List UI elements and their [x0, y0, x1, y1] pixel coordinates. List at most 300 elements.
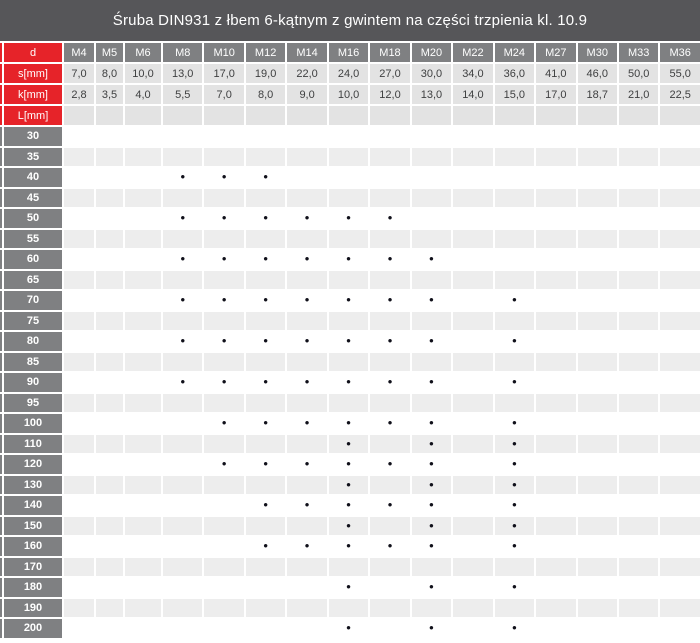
availability-dot: • — [221, 292, 227, 308]
length-row-60 — [0, 250, 700, 269]
availability-cell-95-M12 — [246, 394, 285, 413]
availability-dot: • — [304, 456, 310, 472]
availability-cell-170-M10 — [204, 558, 243, 577]
availability-cell-100-M30 — [578, 414, 617, 433]
length-label-55: 55 — [4, 230, 62, 249]
col-header-M33: M33 — [619, 43, 658, 62]
availability-cell-200-M33 — [619, 619, 658, 638]
availability-cell-120-M14 — [287, 455, 326, 474]
availability-cell-130-M12 — [246, 476, 285, 495]
l-empty-M27 — [536, 106, 575, 125]
availability-cell-45-M4 — [64, 189, 94, 208]
availability-cell-85-M30 — [578, 353, 617, 372]
availability-cell-40-M36 — [660, 168, 700, 187]
availability-cell-85-M14 — [287, 353, 326, 372]
availability-cell-160-M14 — [287, 537, 326, 556]
availability-cell-55-M5 — [96, 230, 123, 249]
availability-cell-30-M12 — [246, 127, 285, 146]
availability-dot: • — [512, 476, 517, 492]
availability-dot: • — [346, 456, 351, 472]
k-value-M14: 9,0 — [287, 85, 326, 104]
availability-cell-200-M4 — [64, 619, 94, 638]
availability-cell-160-M24 — [495, 537, 534, 556]
availability-cell-120-M22 — [453, 455, 492, 474]
availability-cell-180-M5 — [96, 578, 123, 597]
availability-dot: • — [512, 517, 517, 533]
availability-cell-90-M24 — [495, 373, 534, 392]
availability-cell-40-M22 — [453, 168, 492, 187]
availability-cell-100-M22 — [453, 414, 492, 433]
availability-dot: • — [263, 169, 268, 185]
availability-cell-110-M12 — [246, 435, 285, 454]
availability-cell-100-M12 — [246, 414, 285, 433]
col-header-M27: M27 — [536, 43, 575, 62]
availability-cell-160-M30 — [578, 537, 617, 556]
availability-cell-140-M18 — [370, 496, 409, 515]
availability-cell-190-M33 — [619, 599, 658, 618]
availability-cell-85-M8 — [163, 353, 202, 372]
availability-cell-30-M6 — [125, 127, 161, 146]
availability-cell-50-M18 — [370, 209, 409, 228]
availability-cell-65-M10 — [204, 271, 243, 290]
edge-strip — [0, 517, 2, 536]
availability-cell-95-M10 — [204, 394, 243, 413]
availability-cell-170-M4 — [64, 558, 94, 577]
availability-cell-200-M8 — [163, 619, 202, 638]
availability-cell-95-M5 — [96, 394, 123, 413]
k-value-M16: 10,0 — [329, 85, 368, 104]
availability-cell-75-M22 — [453, 312, 492, 331]
availability-cell-160-M16 — [329, 537, 368, 556]
availability-cell-40-M6 — [125, 168, 161, 187]
availability-cell-45-M8 — [163, 189, 202, 208]
availability-cell-35-M36 — [660, 148, 700, 167]
availability-cell-150-M4 — [64, 517, 94, 536]
availability-cell-70-M22 — [453, 291, 492, 310]
availability-cell-100-M4 — [64, 414, 94, 433]
edge-strip — [0, 291, 2, 310]
availability-cell-85-M36 — [660, 353, 700, 372]
availability-cell-130-M22 — [453, 476, 492, 495]
thread-size-header-row — [0, 43, 700, 62]
availability-dot: • — [387, 251, 393, 267]
length-label-140: 140 — [4, 496, 62, 515]
edge-strip — [0, 373, 2, 392]
availability-cell-70-M6 — [125, 291, 161, 310]
availability-cell-80-M18 — [370, 332, 409, 351]
availability-cell-170-M30 — [578, 558, 617, 577]
length-row-120 — [0, 455, 700, 474]
availability-dot: • — [263, 374, 268, 390]
availability-cell-90-M6 — [125, 373, 161, 392]
s-value-M4: 7,0 — [64, 64, 94, 83]
availability-cell-150-M22 — [453, 517, 492, 536]
k-value-M24: 15,0 — [495, 85, 534, 104]
col-header-M12: M12 — [246, 43, 285, 62]
availability-cell-70-M30 — [578, 291, 617, 310]
availability-cell-60-M20 — [412, 250, 451, 269]
availability-cell-45-M36 — [660, 189, 700, 208]
availability-cell-200-M18 — [370, 619, 409, 638]
s-value-M8: 13,0 — [163, 64, 202, 83]
availability-cell-120-M33 — [619, 455, 658, 474]
availability-dot: • — [429, 435, 434, 451]
availability-cell-140-M4 — [64, 496, 94, 515]
availability-cell-60-M8 — [163, 250, 202, 269]
availability-dot: • — [180, 210, 185, 226]
availability-cell-70-M27 — [536, 291, 575, 310]
availability-cell-140-M33 — [619, 496, 658, 515]
availability-cell-140-M8 — [163, 496, 202, 515]
availability-cell-75-M33 — [619, 312, 658, 331]
length-row-30 — [0, 127, 700, 146]
availability-dot: • — [180, 169, 185, 185]
edge-strip — [0, 455, 2, 474]
length-row-160 — [0, 537, 700, 556]
s-value-M27: 41,0 — [536, 64, 575, 83]
availability-cell-180-M4 — [64, 578, 94, 597]
l-empty-M20 — [412, 106, 451, 125]
length-row-35 — [0, 148, 700, 167]
availability-cell-130-M30 — [578, 476, 617, 495]
availability-cell-65-M30 — [578, 271, 617, 290]
l-empty-M8 — [163, 106, 202, 125]
availability-cell-180-M18 — [370, 578, 409, 597]
availability-cell-120-M10 — [204, 455, 243, 474]
availability-cell-110-M16 — [329, 435, 368, 454]
availability-cell-55-M27 — [536, 230, 575, 249]
availability-cell-180-M36 — [660, 578, 700, 597]
availability-cell-190-M24 — [495, 599, 534, 618]
l-empty-M10 — [204, 106, 243, 125]
availability-cell-150-M36 — [660, 517, 700, 536]
edge-strip — [0, 496, 2, 515]
length-row-180 — [0, 578, 700, 597]
availability-cell-90-M4 — [64, 373, 94, 392]
availability-cell-60-M18 — [370, 250, 409, 269]
availability-cell-100-M10 — [204, 414, 243, 433]
availability-cell-80-M33 — [619, 332, 658, 351]
availability-cell-85-M4 — [64, 353, 94, 372]
availability-cell-50-M33 — [619, 209, 658, 228]
availability-cell-65-M16 — [329, 271, 368, 290]
availability-dot: • — [429, 456, 434, 472]
availability-cell-110-M10 — [204, 435, 243, 454]
l-empty-M5 — [96, 106, 123, 125]
availability-cell-70-M36 — [660, 291, 700, 310]
availability-cell-120-M24 — [495, 455, 534, 474]
availability-cell-150-M10 — [204, 517, 243, 536]
availability-cell-45-M27 — [536, 189, 575, 208]
availability-cell-110-M6 — [125, 435, 161, 454]
availability-dot: • — [512, 292, 517, 308]
availability-cell-35-M5 — [96, 148, 123, 167]
col-header-M22: M22 — [453, 43, 492, 62]
edge-strip — [0, 85, 2, 104]
availability-cell-40-M20 — [412, 168, 451, 187]
availability-cell-50-M24 — [495, 209, 534, 228]
availability-cell-35-M8 — [163, 148, 202, 167]
availability-cell-100-M33 — [619, 414, 658, 433]
availability-cell-45-M14 — [287, 189, 326, 208]
availability-cell-110-M4 — [64, 435, 94, 454]
availability-cell-150-M18 — [370, 517, 409, 536]
availability-cell-170-M5 — [96, 558, 123, 577]
availability-dot: • — [387, 374, 393, 390]
length-label-85: 85 — [4, 353, 62, 372]
availability-cell-130-M4 — [64, 476, 94, 495]
availability-cell-180-M10 — [204, 578, 243, 597]
availability-dot: • — [346, 251, 351, 267]
availability-cell-190-M18 — [370, 599, 409, 618]
availability-cell-140-M22 — [453, 496, 492, 515]
availability-cell-95-M36 — [660, 394, 700, 413]
length-label-90: 90 — [4, 373, 62, 392]
availability-cell-200-M6 — [125, 619, 161, 638]
length-label-50: 50 — [4, 209, 62, 228]
availability-cell-170-M8 — [163, 558, 202, 577]
availability-cell-75-M14 — [287, 312, 326, 331]
edge-strip — [0, 189, 2, 208]
edge-strip — [0, 435, 2, 454]
availability-cell-190-M8 — [163, 599, 202, 618]
availability-cell-60-M10 — [204, 250, 243, 269]
availability-cell-130-M10 — [204, 476, 243, 495]
availability-dot: • — [346, 620, 351, 636]
availability-cell-160-M4 — [64, 537, 94, 556]
availability-dot: • — [387, 497, 393, 513]
availability-cell-160-M8 — [163, 537, 202, 556]
availability-dot: • — [346, 579, 351, 595]
availability-cell-45-M24 — [495, 189, 534, 208]
availability-cell-200-M12 — [246, 619, 285, 638]
availability-cell-200-M22 — [453, 619, 492, 638]
availability-cell-50-M10 — [204, 209, 243, 228]
availability-cell-100-M20 — [412, 414, 451, 433]
k-value-M10: 7,0 — [204, 85, 243, 104]
availability-cell-75-M36 — [660, 312, 700, 331]
s-value-M6: 10,0 — [125, 64, 161, 83]
availability-cell-60-M36 — [660, 250, 700, 269]
availability-dot: • — [346, 415, 351, 431]
availability-cell-120-M12 — [246, 455, 285, 474]
k-value-M33: 21,0 — [619, 85, 658, 104]
availability-cell-70-M16 — [329, 291, 368, 310]
availability-cell-150-M30 — [578, 517, 617, 536]
length-label-70: 70 — [4, 291, 62, 310]
length-label-130: 130 — [4, 476, 62, 495]
table-title: Śruba DIN931 z łbem 6-kątnym z gwintem na części trzpienia kl. 10.9 — [0, 0, 700, 41]
availability-dot: • — [346, 333, 351, 349]
availability-cell-90-M16 — [329, 373, 368, 392]
edge-strip — [0, 414, 2, 433]
availability-cell-160-M10 — [204, 537, 243, 556]
availability-cell-90-M14 — [287, 373, 326, 392]
availability-dot: • — [387, 538, 393, 554]
length-label-170: 170 — [4, 558, 62, 577]
availability-cell-120-M36 — [660, 455, 700, 474]
availability-dot: • — [180, 374, 185, 390]
availability-cell-30-M8 — [163, 127, 202, 146]
length-row-150 — [0, 517, 700, 536]
availability-dot: • — [429, 333, 434, 349]
availability-cell-150-M33 — [619, 517, 658, 536]
availability-dot: • — [429, 517, 434, 533]
availability-dot: • — [387, 210, 393, 226]
availability-cell-55-M4 — [64, 230, 94, 249]
edge-strip — [0, 558, 2, 577]
availability-dot: • — [387, 292, 393, 308]
availability-cell-55-M12 — [246, 230, 285, 249]
availability-cell-160-M5 — [96, 537, 123, 556]
availability-cell-70-M5 — [96, 291, 123, 310]
k-value-M27: 17,0 — [536, 85, 575, 104]
availability-cell-110-M22 — [453, 435, 492, 454]
availability-cell-110-M27 — [536, 435, 575, 454]
l-empty-M6 — [125, 106, 161, 125]
availability-cell-160-M20 — [412, 537, 451, 556]
availability-cell-95-M27 — [536, 394, 575, 413]
availability-dot: • — [512, 538, 517, 554]
availability-cell-80-M16 — [329, 332, 368, 351]
length-row-85 — [0, 353, 700, 372]
availability-cell-130-M18 — [370, 476, 409, 495]
availability-cell-160-M12 — [246, 537, 285, 556]
availability-dot: • — [429, 579, 434, 595]
length-row-110 — [0, 435, 700, 454]
edge-strip — [0, 476, 2, 495]
k-value-M6: 4,0 — [125, 85, 161, 104]
edge-strip — [0, 64, 2, 83]
availability-cell-35-M16 — [329, 148, 368, 167]
availability-cell-150-M12 — [246, 517, 285, 536]
availability-cell-40-M30 — [578, 168, 617, 187]
s-row-label: s[mm] — [4, 64, 62, 83]
col-header-M36: M36 — [660, 43, 700, 62]
availability-dot: • — [387, 456, 393, 472]
availability-cell-30-M16 — [329, 127, 368, 146]
availability-cell-50-M20 — [412, 209, 451, 228]
edge-strip — [0, 578, 2, 597]
availability-dot: • — [429, 374, 434, 390]
availability-dot: • — [304, 292, 310, 308]
length-row-140 — [0, 496, 700, 515]
availability-cell-90-M27 — [536, 373, 575, 392]
edge-strip — [0, 271, 2, 290]
availability-cell-80-M10 — [204, 332, 243, 351]
availability-cell-55-M33 — [619, 230, 658, 249]
length-label-150: 150 — [4, 517, 62, 536]
availability-cell-190-M14 — [287, 599, 326, 618]
length-label-80: 80 — [4, 332, 62, 351]
availability-cell-120-M6 — [125, 455, 161, 474]
availability-cell-200-M30 — [578, 619, 617, 638]
k-value-M20: 13,0 — [412, 85, 451, 104]
availability-cell-55-M22 — [453, 230, 492, 249]
edge-strip — [0, 250, 2, 269]
availability-cell-190-M5 — [96, 599, 123, 618]
l-header-row — [0, 106, 700, 125]
availability-cell-180-M27 — [536, 578, 575, 597]
availability-cell-75-M6 — [125, 312, 161, 331]
availability-cell-190-M6 — [125, 599, 161, 618]
availability-cell-170-M27 — [536, 558, 575, 577]
availability-cell-190-M16 — [329, 599, 368, 618]
availability-dot: • — [221, 169, 227, 185]
availability-cell-120-M5 — [96, 455, 123, 474]
availability-cell-80-M14 — [287, 332, 326, 351]
availability-cell-120-M20 — [412, 455, 451, 474]
availability-cell-180-M6 — [125, 578, 161, 597]
availability-dot: • — [429, 620, 434, 636]
availability-cell-95-M6 — [125, 394, 161, 413]
availability-cell-35-M20 — [412, 148, 451, 167]
availability-cell-60-M4 — [64, 250, 94, 269]
availability-cell-30-M20 — [412, 127, 451, 146]
availability-dot: • — [429, 497, 434, 513]
length-row-80 — [0, 332, 700, 351]
availability-cell-35-M22 — [453, 148, 492, 167]
availability-cell-45-M20 — [412, 189, 451, 208]
availability-dot: • — [304, 497, 310, 513]
availability-cell-80-M30 — [578, 332, 617, 351]
availability-cell-180-M16 — [329, 578, 368, 597]
availability-cell-90-M8 — [163, 373, 202, 392]
availability-cell-65-M18 — [370, 271, 409, 290]
availability-dot: • — [304, 374, 310, 390]
availability-cell-140-M10 — [204, 496, 243, 515]
availability-cell-55-M30 — [578, 230, 617, 249]
availability-cell-60-M24 — [495, 250, 534, 269]
availability-cell-30-M10 — [204, 127, 243, 146]
availability-cell-170-M18 — [370, 558, 409, 577]
availability-cell-130-M36 — [660, 476, 700, 495]
availability-cell-60-M12 — [246, 250, 285, 269]
availability-cell-180-M24 — [495, 578, 534, 597]
availability-cell-75-M18 — [370, 312, 409, 331]
availability-dot: • — [512, 374, 517, 390]
availability-cell-140-M27 — [536, 496, 575, 515]
availability-cell-180-M22 — [453, 578, 492, 597]
availability-dot: • — [346, 292, 351, 308]
availability-cell-35-M12 — [246, 148, 285, 167]
availability-cell-110-M18 — [370, 435, 409, 454]
availability-dot: • — [263, 210, 268, 226]
availability-cell-70-M12 — [246, 291, 285, 310]
availability-cell-80-M12 — [246, 332, 285, 351]
availability-cell-100-M14 — [287, 414, 326, 433]
availability-cell-90-M12 — [246, 373, 285, 392]
k-value-M5: 3,5 — [96, 85, 123, 104]
availability-cell-45-M16 — [329, 189, 368, 208]
availability-cell-95-M30 — [578, 394, 617, 413]
availability-cell-190-M22 — [453, 599, 492, 618]
availability-cell-160-M36 — [660, 537, 700, 556]
availability-cell-50-M4 — [64, 209, 94, 228]
availability-dot: • — [221, 374, 227, 390]
availability-cell-55-M18 — [370, 230, 409, 249]
availability-cell-170-M6 — [125, 558, 161, 577]
availability-cell-60-M5 — [96, 250, 123, 269]
availability-cell-70-M24 — [495, 291, 534, 310]
availability-cell-70-M33 — [619, 291, 658, 310]
l-empty-M22 — [453, 106, 492, 125]
l-empty-M36 — [660, 106, 700, 125]
availability-cell-60-M30 — [578, 250, 617, 269]
availability-cell-140-M24 — [495, 496, 534, 515]
availability-cell-40-M5 — [96, 168, 123, 187]
availability-dot: • — [512, 333, 517, 349]
